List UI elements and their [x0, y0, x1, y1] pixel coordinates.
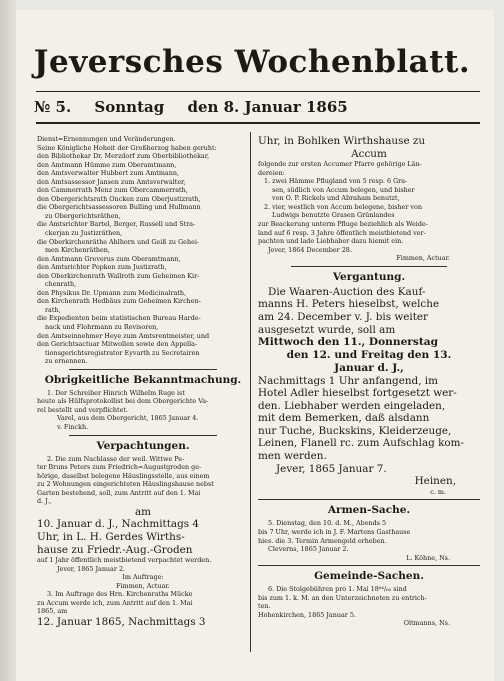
dateline: [34, 98, 484, 116]
notice-line: 1. Der Schreiber Hinrich Wilhelm Ruge ist: [47, 388, 185, 397]
lease-line: d. J.,: [37, 497, 52, 506]
issue-day: Sonntag: [94, 98, 165, 116]
auction-line: den. Liebhaber werden eingeladen,: [258, 399, 446, 412]
notice-signature: v. Finckh.: [57, 422, 89, 431]
issue-date: den 8. Januar 1865: [187, 98, 348, 116]
appointments-line: die Expedienten beim statistischen Bureau Harde-: [37, 314, 201, 323]
lease-line: 1865, am: [37, 607, 68, 616]
appointments-line: zu Obergerichtsräthen,: [45, 211, 121, 220]
appointments-line: den Amtmann Greverus zum Oberamtmann,: [37, 254, 181, 263]
lease-line: ter Bruns Peters zum Friedrich=Augustgroden ge-: [37, 463, 202, 472]
community-heading: Gemeinde-Sachen.: [314, 570, 424, 583]
lease-final-date: 12. Januar 1865, Nachmittags 3: [37, 615, 206, 628]
lease-line: 2. Die zum Nachlasse der weil. Wittwe Pe-: [47, 454, 185, 463]
auction-dates: den 12. und Freitag den 13.: [286, 348, 452, 361]
community-signature: Oltmanns, Ns.: [403, 619, 450, 628]
lease-cont-line: land auf 6 resp. 3 Jahre öffentlich meistbietend ver-: [258, 228, 426, 237]
auction-line: Nachmittags 1 Uhr anfangend, im: [258, 374, 438, 387]
auction-line: am 24. December v. J. bis weiter: [258, 310, 429, 323]
auction-date: Jever, 1865 Januar 7.: [276, 462, 387, 475]
appointments-line: die Amtsrichter Bartel, Berger, Russell und Stra-: [37, 220, 196, 229]
lease-line: hörige, daselbst belegene Häuslingsstelle, aus einem: [37, 471, 210, 480]
top-rule: [36, 91, 480, 92]
lease-line: zu Accum werde ich, zum Antritt auf den 1. Mai: [37, 598, 193, 607]
lease-cont-line: von O. P. Rickels und Abraham benutzt,: [272, 194, 400, 203]
lease-date-line: 10. Januar d. J., Nachmittags 4: [37, 518, 199, 531]
appointments-line: den Physikus Dr. Upmann zum Medicinalrath,: [37, 288, 187, 297]
section-separator: [291, 266, 446, 267]
lease-line: Jever, 1865 Januar 2.: [57, 564, 126, 573]
lease-cont-line: sen, südlich von Accum belegen, und bisher: [272, 185, 415, 194]
lease-line: Im Auftrage:: [122, 573, 164, 582]
poor-relief-line: hies. die 3. Termin Armengeld erheben.: [258, 536, 387, 545]
poor-relief-line: bis 7 Uhr, werde ich in J. F. Martens Gasthause: [258, 527, 411, 536]
appointments-line: ckerjan zu Justizräthen,: [45, 229, 123, 238]
appointments-list: [37, 135, 249, 366]
lease-line: auf 1 Jahr öffentlich meistbietend verpachtet werden.: [37, 556, 212, 565]
lease-cont-line: zur Beackerung unterm Pfluge beziehlich als Weide-: [258, 220, 428, 229]
auction-line: Die Waaren-Auction des Kauf-: [268, 285, 426, 298]
appointments-line: den Amtsassessor Jansen zum Amtsverwalter,: [37, 177, 186, 186]
auction-line: ausgesetzt wurde, soll am: [258, 323, 396, 336]
community-line: Hohenkirchen, 1865 Januar 5.: [258, 610, 356, 619]
auction-signature: Heinen,: [414, 475, 456, 488]
section-separator: [258, 499, 480, 500]
notice-heading: Obrigkeitliche Bekanntmachung.: [44, 373, 242, 386]
auction-line: Hotel Adler hieselbst fortgesetzt wer-: [258, 387, 457, 400]
community-line: ten.: [258, 602, 271, 611]
masthead-title: Jeversches Wochenblatt.: [33, 44, 471, 80]
page-edge: [0, 0, 16, 681]
appointments-line: den Amtmann Hümme zum Oberamtmann,: [37, 160, 177, 169]
appointments-line: die Obergerichtsassessoren Bulling und Hullmann: [37, 203, 201, 212]
appointments-line: rath,: [45, 305, 61, 314]
auction-line: nur Tuche, Buckskins, Kleiderzeuge,: [258, 424, 452, 437]
right-column: [258, 135, 480, 628]
lease-cont-line: Ludwigs benutzte Grasen Grünlandes: [272, 211, 395, 220]
auction-line: Leinen, Flanell rc. zum Aufschlag kom-: [258, 437, 465, 450]
column-divider: [250, 132, 251, 652]
lease-continued: Uhr, in Bohlken Wirthshause zu: [258, 135, 426, 147]
poor-relief-line: 5. Dienstag, den 10. d. M., Abends 5: [268, 519, 387, 528]
lease-cont-line: 2. vier, westlich von Accum belegene, bisher von: [264, 202, 422, 211]
appointments-heading: Dienst=Ernennungen und Veränderungen.: [37, 135, 176, 143]
auction-dates: Januar d. J.,: [334, 361, 404, 374]
lease-continued: Accum: [351, 147, 387, 160]
appointments-line: den Oberkirchenrath Wallroth zum Geheimen Kir-: [37, 271, 200, 280]
community-line: 6. Die Stolgebühren pro 1. Mai 18⁶⁴/₆₅ sind: [268, 585, 407, 594]
lease-signature: Fimmen, Actuar.: [116, 581, 170, 590]
lease-line: 3. Im Auftrage des Hrn. Kirchenraths Mücke: [47, 590, 193, 599]
issue-number: № 5.: [34, 98, 72, 116]
section-separator: [258, 565, 480, 566]
appointments-line: nack und Flohrmann zu Revisoren,: [45, 323, 159, 332]
notice-line: rel bestellt und verpflichtet.: [37, 405, 128, 414]
lease-cont-line: Jever, 1864 December 28.: [268, 245, 352, 254]
header-rule: [36, 122, 480, 124]
lease-line: zu 2 Wohnungen eingerichteten Häuslingshause nebst: [37, 480, 214, 489]
lease-line: Garten bestehend, soll, zum Antritt auf den 1. Mai: [37, 488, 201, 497]
notice-line: Varel, aus dem Obergericht, 1865 Januar 4.: [57, 414, 199, 423]
lease-cont-line: dereien:: [258, 168, 285, 177]
section-separator: [69, 435, 217, 436]
lease-cont-line: folgende zur ersten Accumer Pfarre gehörige Län-: [258, 160, 422, 169]
auction-line: mit dem Bemerken, daß alsdann: [258, 412, 430, 425]
appointments-line: den Gerichtsactuar Mitwollen sowie den Appella-: [37, 340, 198, 349]
auction-line: manns H. Peters hieselbst, welche: [258, 298, 440, 311]
section-separator: [69, 369, 217, 370]
appointments-line: tionsgerichtsregistrator Eyvarth zu Secretairen: [45, 348, 200, 357]
appointments-line: den Amtsrichter Popken zum Justizrath,: [37, 263, 167, 272]
community-line: bis zum 1. k. M. an den Unterzeichneten zu entrich-: [258, 593, 427, 602]
appointments-line: chenrath,: [45, 280, 77, 289]
auction-signature-note: c. m.: [430, 487, 446, 496]
lease-cont-signature: Fimmen, Actuar.: [396, 254, 450, 263]
poor-relief-heading: Armen-Sache.: [327, 504, 411, 517]
appointments-line: men Kirchenräthen,: [45, 246, 110, 255]
appointments-line: den Obergerichtsrath Oncken zum Oberjustizrath,: [37, 194, 201, 203]
lease-cont-line: 1. zwei Hämme Pflugland von 5 resp. 6 Gra-: [264, 177, 408, 186]
lease-am: am: [134, 505, 152, 518]
left-column: [37, 135, 249, 629]
appointments-line: Seine Königliche Hoheit der Großherzog haben geruht:: [37, 143, 217, 152]
auction-dates: Mittwoch den 11., Donnerstag: [258, 336, 439, 349]
appointments-line: zu ernennen.: [45, 357, 88, 366]
lease-heading: Verpachtungen.: [96, 439, 190, 452]
auction-line: men werden.: [258, 450, 327, 463]
poor-relief-line: Cleverns, 1865 Januar 2.: [268, 545, 349, 554]
appointments-line: die Oberkirchenräthe Ahlhorn und Geiß zu Gehei-: [37, 237, 200, 246]
lease-cont-line: pachten und lade Liebhaber dazu hiemit ein.: [258, 237, 404, 246]
auction-heading: Vergantung.: [332, 270, 406, 283]
lease-date-line: hause zu Friedr.-Aug.-Groden: [37, 543, 193, 556]
notice-line: heute als Hülfsprotokollist bei dem Obergerichte Va-: [37, 397, 209, 406]
appointments-line: den Bibliothekar Dr. Merzdorf zum Oberbibliothekar,: [37, 152, 210, 161]
lease-date-line: Uhr, in L. H. Gerdes Wirths-: [37, 530, 185, 543]
appointments-line: den Amtsverwalter Hubbert zum Amtmann,: [37, 169, 180, 178]
appointments-line: den Amtseinnehmer Heye zum Amtsrentmeister, und: [37, 331, 210, 340]
appointments-line: den Kirchenrath Hedbäus zum Geheimen Kirchen-: [37, 297, 201, 306]
poor-relief-signature: L. Köhne, Ns.: [406, 553, 450, 562]
appointments-line: den Cammerrath Menz zum Obercammerrath,: [37, 186, 188, 195]
